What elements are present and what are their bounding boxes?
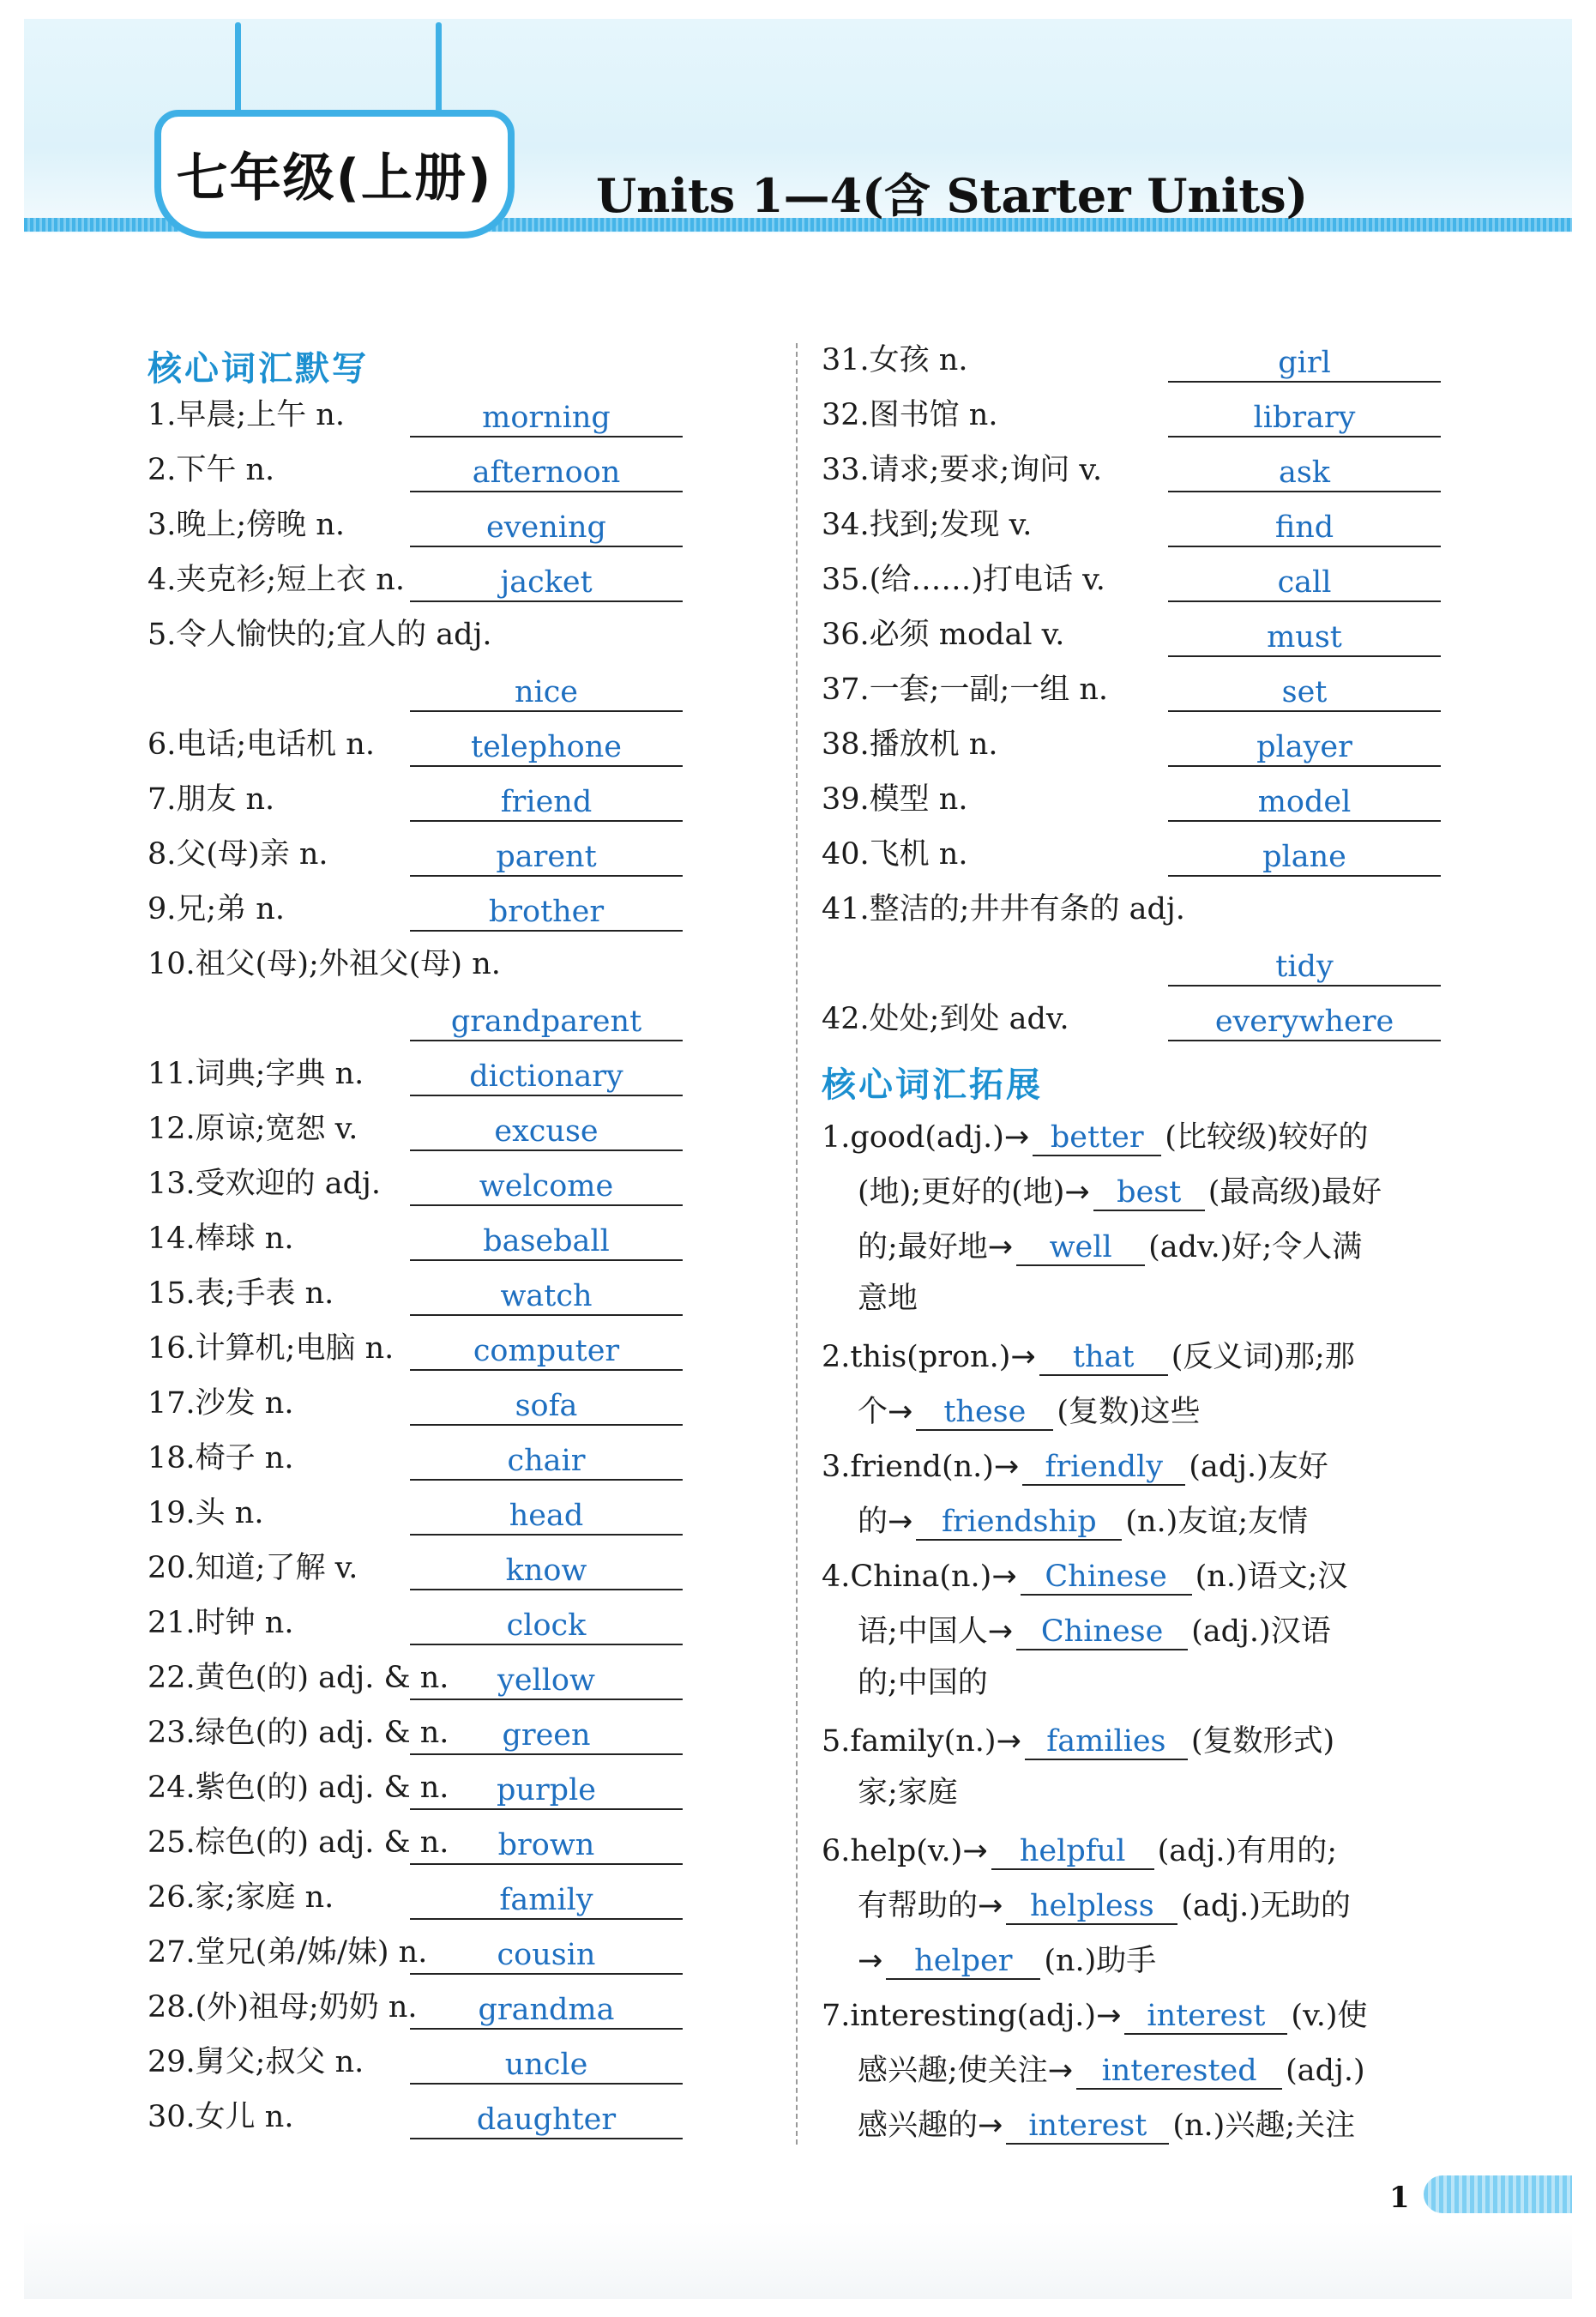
arrow-icon: → — [993, 1450, 1020, 1484]
dictation-prompt: 42.处处;到处 adv. — [822, 1002, 1069, 1036]
dictation-prompt: 33.请求;要求;询问 v. — [822, 453, 1103, 487]
item-number: 6. — [822, 1834, 851, 1868]
answer-blank[interactable]: friendly — [1022, 1445, 1185, 1486]
answer-blank[interactable]: head — [410, 1494, 683, 1536]
expansion-item-3-line2 — [858, 1499, 1475, 1541]
dictation-prompt: 9.兄;弟 n. — [148, 892, 285, 926]
dictation-prompt: 17.沙发 n. — [148, 1386, 294, 1421]
dictation-prompt: 14.棒球 n. — [148, 1222, 294, 1256]
expansion-item-1 — [822, 1115, 1439, 1156]
answer-blank[interactable]: parent — [410, 836, 683, 877]
answer-blank[interactable]: girl — [1168, 341, 1441, 383]
gloss-text: 的;中国的 — [858, 1666, 988, 1700]
dictation-prompt: 32.图书馆 n. — [822, 398, 998, 432]
answer-blank[interactable]: player — [1168, 726, 1441, 767]
gloss-text: 意地 — [858, 1282, 918, 1316]
dictation-prompt: 26.家;家庭 n. — [148, 1880, 334, 1915]
arrow-icon: → — [987, 1614, 1014, 1649]
gloss-text: (adj.)友好 — [1189, 1450, 1328, 1484]
gloss-text: (adj.) — [1286, 2054, 1365, 2088]
gloss-text: (n.)友谊;友情 — [1125, 1505, 1309, 1539]
answer-blank[interactable]: better — [1033, 1115, 1161, 1156]
answer-blank[interactable]: friendship — [916, 1499, 1122, 1541]
dictation-prompt: 6.电话;电话机 n. — [148, 727, 375, 762]
answer-blank[interactable]: these — [916, 1390, 1053, 1431]
answer-blank[interactable]: interested — [1076, 2048, 1282, 2090]
answer-blank[interactable]: ask — [1168, 451, 1441, 492]
answer-blank[interactable]: telephone — [410, 726, 683, 767]
section-title-expansion: 核心词汇拓展 — [822, 1065, 1043, 1105]
expansion-item-4 — [822, 1554, 1439, 1596]
source-word: interesting(adj.) — [850, 1999, 1097, 2033]
dictation-prompt: 4.夹克衫;短上衣 n. — [148, 563, 405, 597]
answer-blank[interactable]: computer — [410, 1330, 683, 1371]
expansion-item-5 — [822, 1719, 1439, 1760]
item-number: 2. — [822, 1340, 851, 1374]
gloss-text: (adj.)无助的 — [1181, 1889, 1351, 1923]
gloss-text: (复数)这些 — [1057, 1395, 1201, 1429]
answer-blank[interactable]: interest — [1124, 1994, 1287, 2035]
gloss-text: (n.)语文;汉 — [1195, 1560, 1348, 1594]
dictation-prompt: 18.椅子 n. — [148, 1441, 294, 1475]
dictation-item-40 — [0, 836, 1596, 890]
dictation-prompt: 38.播放机 n. — [822, 727, 998, 762]
answer-blank[interactable]: afternoon — [410, 451, 683, 492]
expansion-item-6-line2 — [858, 1884, 1475, 1925]
gloss-text: 个 — [858, 1395, 888, 1429]
dictation-prompt: 41.整洁的;井井有条的 adj. — [822, 892, 1185, 926]
dictation-prompt: 1.早晨;上午 n. — [148, 398, 345, 432]
dictation-prompt: 21.时钟 n. — [148, 1606, 294, 1640]
dictation-item-39 — [0, 781, 1596, 836]
dictation-prompt: 23.绿色(的) adj. & n. — [148, 1716, 449, 1750]
dictation-prompt: 31.女孩 n. — [822, 343, 968, 377]
gloss-text: (adj.)汉语 — [1191, 1614, 1331, 1649]
answer-blank[interactable]: Chinese — [1021, 1554, 1192, 1596]
gloss-text: (最高级)最好 — [1208, 1175, 1382, 1210]
answer-blank[interactable]: daughter — [410, 2098, 683, 2139]
dictation-item-34 — [0, 506, 1596, 561]
section-title-dictation: 核心词汇默写 — [148, 349, 369, 389]
answer-blank[interactable]: find — [1168, 506, 1441, 547]
answer-blank[interactable]: brown — [410, 1824, 683, 1865]
gloss-text: 感兴趣;使关注 — [858, 2054, 1048, 2088]
answer-blank[interactable]: purple — [410, 1769, 683, 1810]
expansion-item-4-line3 — [858, 1664, 1475, 1702]
arrow-icon: → — [991, 1560, 1017, 1594]
dictation-prompt: 22.黄色(的) adj. & n. — [148, 1661, 449, 1695]
answer-blank[interactable]: call — [1168, 561, 1441, 602]
dictation-prompt: 13.受欢迎的 adj. — [148, 1167, 382, 1201]
gloss-text: 感兴趣的 — [858, 2109, 979, 2143]
expansion-item-2 — [822, 1335, 1439, 1376]
gloss-text: 家;家庭 — [858, 1776, 958, 1810]
page-bottom — [24, 2222, 1572, 2299]
answer-blank[interactable]: everywhere — [1168, 1000, 1441, 1041]
item-number: 4. — [822, 1560, 851, 1594]
dictation-item-35 — [0, 561, 1596, 616]
source-word: family(n.) — [850, 1724, 997, 1759]
dictation-prompt: 7.朋友 n. — [148, 782, 275, 817]
gloss-text: (比较级)较好的 — [1165, 1120, 1369, 1155]
dictation-prompt: 39.模型 n. — [822, 782, 968, 817]
dictation-prompt: 10.祖父(母);外祖父(母) n. — [148, 947, 501, 981]
gloss-text: (复数形式) — [1190, 1724, 1335, 1759]
dictation-prompt: 29.舅父;叔父 n. — [148, 2045, 364, 2079]
arrow-icon: → — [987, 1230, 1014, 1264]
dictation-item-11 — [0, 1055, 1596, 1110]
dictation-prompt: 25.棕色(的) adj. & n. — [148, 1825, 449, 1860]
answer-blank[interactable]: set — [1168, 671, 1441, 712]
dictation-prompt: 34.找到;发现 v. — [822, 508, 1033, 542]
answer-blank[interactable]: watch — [410, 1275, 683, 1316]
dictation-prompt: 24.紫色(的) adj. & n. — [148, 1771, 449, 1805]
gloss-text: 有帮助的 — [858, 1889, 979, 1923]
dictation-prompt: 16.计算机;电脑 n. — [148, 1331, 394, 1366]
answer-blank[interactable]: morning — [410, 396, 683, 437]
dictation-item-36 — [0, 616, 1596, 671]
answer-blank[interactable]: chair — [410, 1439, 683, 1481]
answer-blank[interactable]: evening — [410, 506, 683, 547]
answer-blank[interactable]: cousin — [410, 1934, 683, 1975]
gloss-text: (反义词)那;那 — [1171, 1340, 1355, 1374]
answer-blank[interactable]: grandparent — [410, 1000, 683, 1041]
arrow-icon: → — [1064, 1175, 1090, 1210]
footer-bar — [1424, 2175, 1572, 2213]
answer-blank[interactable]: friend — [410, 781, 683, 822]
gloss-text: (v.)使 — [1291, 1999, 1368, 2033]
answer-blank[interactable]: green — [410, 1714, 683, 1755]
answer-blank[interactable]: welcome — [410, 1165, 683, 1206]
item-number: 7. — [822, 1999, 851, 2033]
answer-blank[interactable]: that — [1039, 1335, 1168, 1376]
expansion-item-1-line3 — [858, 1225, 1475, 1266]
gloss-text: (adj.)有用的; — [1157, 1834, 1338, 1868]
answer-blank[interactable]: jacket — [410, 561, 683, 602]
answer-blank[interactable]: yellow — [410, 1659, 683, 1700]
dictation-prompt: 36.必须 modal v. — [822, 618, 1065, 652]
dictation-prompt: 27.堂兄(弟/姊/妹) n. — [148, 1935, 428, 1970]
answer-blank[interactable]: baseball — [410, 1220, 683, 1261]
dictation-item-32 — [0, 396, 1596, 451]
expansion-item-3 — [822, 1445, 1439, 1486]
gloss-text: 语;中国人 — [858, 1614, 988, 1649]
answer-blank[interactable]: plane — [1168, 836, 1441, 877]
arrow-icon: → — [962, 1834, 988, 1868]
source-word: China(n.) — [850, 1560, 992, 1594]
source-word: this(pron.) — [850, 1340, 1011, 1374]
gloss-text: (地);更好的(地) — [858, 1175, 1065, 1210]
answer-blank[interactable]: tidy — [1168, 945, 1441, 987]
answer-blank[interactable]: helper — [886, 1939, 1040, 1980]
answer-blank[interactable]: library — [1168, 396, 1441, 437]
source-word: good(adj.) — [850, 1120, 1004, 1155]
expansion-item-4-line2 — [858, 1609, 1475, 1650]
item-number: 5. — [822, 1724, 851, 1759]
answer-blank[interactable]: helpful — [991, 1829, 1154, 1870]
hang-line-left — [235, 22, 241, 117]
dictation-prompt: 20.知道;了解 v. — [148, 1551, 358, 1585]
arrow-icon: → — [1096, 1999, 1122, 2033]
expansion-item-1-line4 — [858, 1280, 1475, 1318]
dictation-prompt: 3.晚上;傍晚 n. — [148, 508, 345, 542]
dictation-prompt: 2.下午 n. — [148, 453, 275, 487]
dictation-prompt: 35.(给……)打电话 v. — [822, 563, 1105, 597]
expansion-item-7-line3 — [858, 2103, 1475, 2145]
expansion-item-2-line2 — [858, 1390, 1475, 1431]
answer-blank[interactable]: brother — [410, 890, 683, 932]
answer-blank[interactable]: dictionary — [410, 1055, 683, 1096]
expansion-item-1-line2 — [858, 1170, 1475, 1211]
source-word: friend(n.) — [850, 1450, 994, 1484]
dictation-item-33 — [0, 451, 1596, 506]
expansion-item-5-line2 — [858, 1774, 1475, 1812]
answer-blank[interactable]: interest — [1006, 2103, 1169, 2145]
dictation-prompt: 8.父(母)亲 n. — [148, 837, 328, 872]
dictation-prompt: 28.(外)祖母;奶奶 n. — [148, 1990, 418, 2024]
answer-blank[interactable]: clock — [410, 1604, 683, 1645]
dictation-prompt: 5.令人愉快的;宜人的 adj. — [148, 618, 492, 652]
answer-blank[interactable]: sofa — [410, 1385, 683, 1426]
answer-blank[interactable]: family — [410, 1879, 683, 1920]
grade-label: 七年级(上册) — [176, 148, 493, 208]
answer-blank[interactable]: know — [410, 1549, 683, 1590]
answer-blank[interactable]: well — [1016, 1225, 1145, 1266]
arrow-icon: → — [858, 1944, 883, 1978]
arrow-icon: → — [888, 1395, 913, 1429]
dictation-prompt: 11.词典;字典 n. — [148, 1057, 364, 1091]
dictation-prompt: 15.表;手表 n. — [148, 1276, 334, 1311]
gloss-text: (n.)助手 — [1044, 1944, 1157, 1978]
expansion-item-7-line2 — [858, 2048, 1475, 2090]
dictation-item-37 — [0, 671, 1596, 726]
answer-blank[interactable]: best — [1093, 1170, 1205, 1211]
expansion-item-6 — [822, 1829, 1439, 1870]
hang-line-right — [436, 22, 442, 117]
item-number: 1. — [822, 1120, 851, 1155]
gloss-text: (n.)兴趣;关注 — [1172, 2109, 1356, 2143]
dictation-item-31 — [0, 341, 1596, 396]
arrow-icon: → — [1047, 2054, 1074, 2088]
grade-label-box — [154, 110, 515, 238]
page-number: 1 — [1389, 2181, 1410, 2215]
expansion-item-7 — [822, 1994, 1439, 2035]
arrow-icon: → — [888, 1505, 913, 1539]
answer-blank[interactable]: helpless — [1006, 1884, 1177, 1925]
dictation-prompt: 30.女儿 n. — [148, 2100, 294, 2134]
dictation-prompt: 37.一套;一副;一组 n. — [822, 673, 1109, 707]
dictation-item-38 — [0, 726, 1596, 781]
answer-blank[interactable]: excuse — [410, 1110, 683, 1151]
answer-blank[interactable]: must — [1168, 616, 1441, 657]
dictation-item-42 — [0, 1000, 1596, 1055]
item-number: 3. — [822, 1450, 851, 1484]
answer-blank[interactable]: Chinese — [1016, 1609, 1188, 1650]
arrow-icon: → — [1003, 1120, 1030, 1155]
gloss-text: 的;最好地 — [858, 1230, 988, 1264]
arrow-icon: → — [978, 2109, 1003, 2143]
dictation-prompt: 12.原谅;宽恕 v. — [148, 1112, 358, 1146]
answer-blank[interactable]: nice — [410, 671, 683, 712]
arrow-icon: → — [978, 1889, 1003, 1923]
units-title: Units 1—4(含 Starter Units) — [596, 168, 1309, 223]
arrow-icon: → — [996, 1724, 1021, 1759]
answer-blank[interactable]: model — [1168, 781, 1441, 822]
answer-blank[interactable]: grandma — [410, 1988, 683, 2030]
arrow-icon: → — [1010, 1340, 1036, 1374]
answer-blank[interactable]: families — [1025, 1719, 1188, 1760]
expansion-item-6-line3 — [858, 1939, 1475, 1980]
answer-blank[interactable]: uncle — [410, 2043, 683, 2085]
dictation-prompt: 19.头 n. — [148, 1496, 264, 1530]
gloss-text: (adv.)好;令人满 — [1148, 1230, 1363, 1264]
gloss-text: 的 — [858, 1505, 888, 1539]
dictation-prompt: 40.飞机 n. — [822, 837, 968, 872]
source-word: help(v.) — [850, 1834, 963, 1868]
